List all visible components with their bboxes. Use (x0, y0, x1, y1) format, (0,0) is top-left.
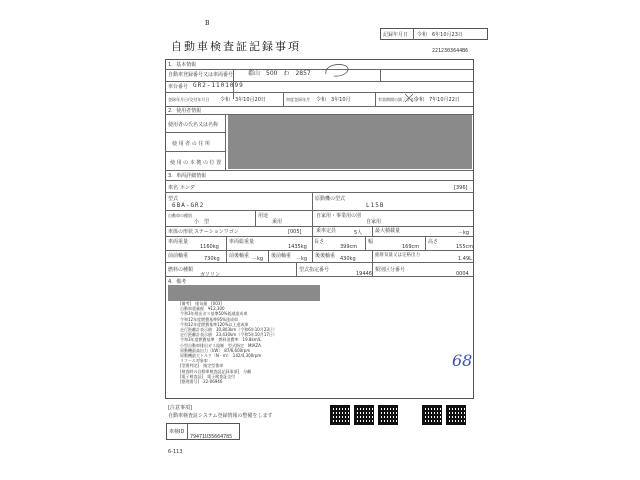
redacted-user-info (228, 115, 472, 169)
handwritten-circle (322, 62, 352, 78)
remark-line: 走行距離計表示値 23,430km（令和5年10月17日） (180, 332, 277, 338)
width-value: 169cm (402, 244, 420, 250)
remark-line: 原動機最大トルク（N・m） 142/4,300rpm (180, 353, 262, 359)
maker-label: 車名 (168, 185, 179, 191)
first-reg-label: 初度登録年月 (286, 97, 310, 102)
front-rear-axle-value: －kg (252, 256, 264, 262)
reg-date-label: 登録年月日/交付年月日 (168, 97, 210, 102)
user-name-label: 使用者の氏名又は名称 (168, 122, 219, 128)
remark-line: 令和3年排出ガス基準50%低減達成車 (180, 311, 248, 317)
qr-code (446, 405, 466, 425)
maker-code: [396] (454, 185, 468, 191)
qr-code (422, 405, 442, 425)
remark-line: [電子検査証] 電子検査証交付 (180, 373, 236, 379)
qr-code (378, 405, 398, 425)
section4-heading: 4．備考 (168, 279, 187, 285)
gross-weight-label: 車両総重量 (229, 239, 255, 245)
remark-line: 原動機最高出力（kW） 87/6,600rpm (180, 347, 251, 353)
chassis-value: GR2-1101099 (193, 82, 244, 89)
length-value: 399cm (340, 244, 358, 250)
weight-value: 1160kg (200, 244, 219, 250)
rear-front-axle-value: －kg (296, 256, 308, 262)
model-value: 6BA-GR2 (172, 202, 205, 209)
chassis-label: 車台番号 (168, 84, 189, 90)
front-axle-value: 730kg (204, 256, 220, 262)
type-approval-value: 19446 (356, 271, 372, 277)
displacement-label: 総排気量又は定格出力 (375, 253, 420, 258)
use-value: 乗用 (272, 219, 283, 225)
type-approval-label: 型式指定番号 (299, 267, 330, 273)
reg-number-value: 郡山 500 わ 2857 (248, 70, 311, 77)
document-title: 自動車検査証記録事項 (171, 40, 301, 53)
height-value: 155cm (456, 244, 474, 250)
remark-line: リコール対象車 (180, 358, 208, 364)
remark-line: 令和12年度燃費基準120%以上達成車 (180, 321, 249, 327)
engine-label: 原動機の型式 (315, 196, 346, 202)
record-date-value: 令和 6年10月23日 (417, 32, 463, 38)
displacement-value: 1.49L (458, 256, 472, 262)
notice-text: 自動車検査証システム登録情報の整備をします (168, 413, 273, 419)
length-label: 長さ (314, 239, 325, 245)
type-label: 自動車の種別 (168, 213, 192, 218)
remarks-list (180, 301, 277, 384)
body-label: 車体の形状 (168, 229, 194, 235)
expiry-value: 令和 7年10月22日 (414, 97, 460, 103)
id-label: 車検ID (169, 429, 185, 435)
section1-heading: 1．基本情報 (168, 62, 197, 68)
front-rear-axle-label: 前後軸重 (229, 253, 250, 259)
serial-number: 2212303644B6 (432, 48, 469, 54)
weight-label: 車両重量 (168, 239, 189, 245)
width-label: 幅 (368, 239, 374, 245)
fuel-value: ガソリン (200, 272, 221, 278)
page-mark: B (205, 20, 212, 27)
fuel-label: 燃料の種類 (168, 267, 194, 273)
remark-line: [整理番号] 22-06946 (180, 379, 223, 385)
remark-line: 令和12年度燃費基準95%達成車 (180, 316, 238, 322)
body-code: [005] (288, 229, 302, 235)
use-label: 用途 (258, 213, 269, 219)
rear-front-axle-label: 後前軸重 (271, 253, 292, 259)
expiry-label: 有効期間の満了する日 (378, 97, 418, 102)
remark-line: [検査時の自動車検査証記録事項] 分離 (180, 368, 252, 374)
notice-heading: [注意事項] (168, 405, 192, 411)
redacted-remark (168, 285, 320, 301)
type-value: 小 型 (194, 219, 210, 225)
section2-heading: 2．使用者情報 (168, 108, 202, 114)
remark-line: 走行距離計表示値 30,803km（令和6年10月23日） (180, 327, 277, 333)
height-label: 高さ (428, 239, 439, 245)
capacity-label: 乗車定員 (316, 228, 337, 234)
user-address-label: 使 用 者 の 住 所 (172, 141, 210, 147)
handwritten-note: 68 (452, 351, 473, 370)
private-label: 自家用・事業用の別 (316, 213, 362, 219)
qr-code (330, 405, 350, 425)
capacity-value: 5人 (354, 230, 363, 236)
maker-value: ホンダ (180, 185, 195, 191)
handwritten-check (404, 92, 414, 104)
id-value: 79471U35664785 (190, 434, 233, 440)
engine-value: L15B (366, 202, 385, 209)
gross-weight-value: 1435kg (288, 244, 307, 250)
remark-line: 自動車重量税 ¥12,300 (180, 306, 225, 312)
remark-line: [備考] 排気量 [003] (180, 301, 222, 306)
section3-heading: 3．車両詳細情報 (168, 173, 207, 179)
max-load-value: －kg (458, 230, 470, 236)
remark-line: 小型自動車排出ガス規制 型式指定 MIAZA (180, 342, 261, 348)
remark-line: [型番判定] 指定型番車 (180, 363, 224, 369)
rear-axle-label: 後後軸重 (315, 253, 336, 259)
max-load-label: 最大積載量 (375, 228, 401, 234)
private-value: 自家用 (366, 219, 382, 225)
reg-date-value: 令和 3年10月20日 (220, 97, 266, 103)
model-label: 型式 (168, 196, 179, 202)
front-axle-label: 前前軸重 (168, 253, 189, 259)
base-location-label: 使 用 の 本 拠 の 位 置 (170, 160, 222, 166)
form-number: 6-113 (168, 449, 183, 455)
first-reg-value: 令和 3年10月 (316, 97, 351, 103)
category-value: 0004 (456, 271, 469, 277)
reg-number-label: 自動車登録番号又は車両番号 (168, 72, 234, 78)
qr-code (354, 405, 374, 425)
rear-axle-value: 430kg (340, 256, 356, 262)
body-value: ステーションワゴン (194, 229, 239, 235)
remark-line: 令和3年度燃費基準 燃料消費率 19.8km/L (180, 337, 262, 343)
record-date-label: 記録年月日 (383, 32, 409, 38)
category-label: 類別区分番号 (375, 267, 406, 273)
record-date-box (380, 28, 488, 40)
